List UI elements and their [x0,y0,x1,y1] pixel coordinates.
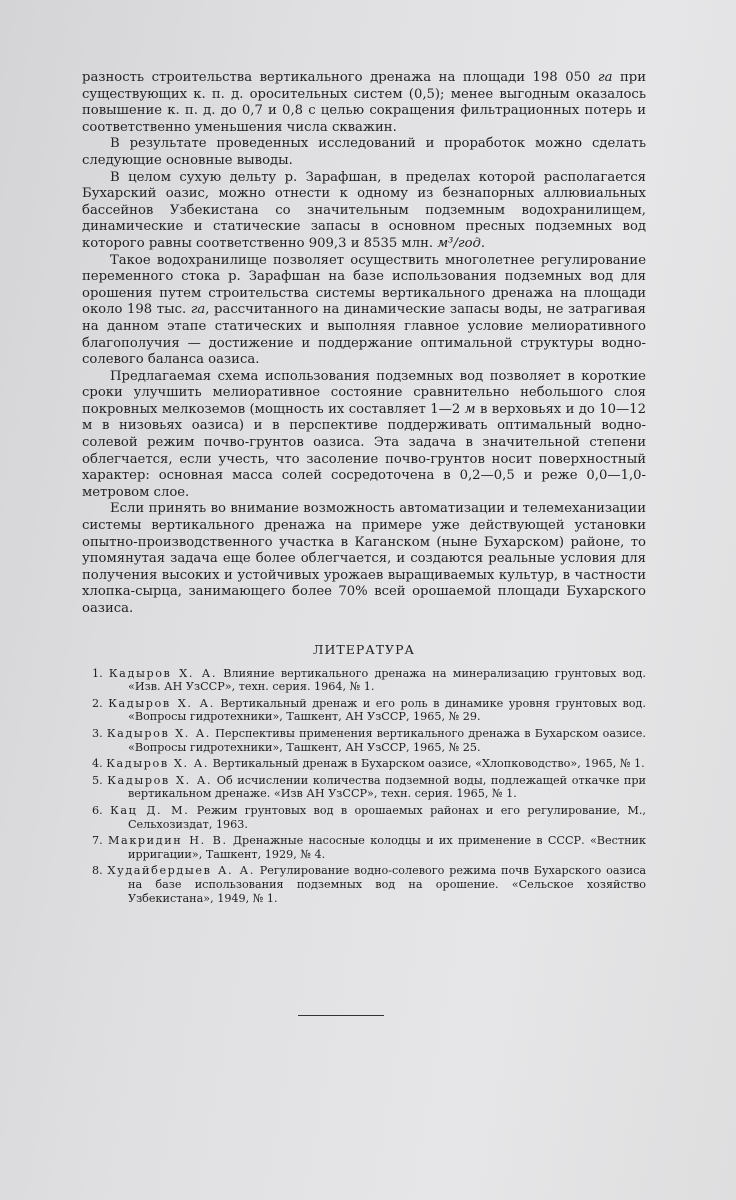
reference-item: 5. Кадыров Х. А. Об исчислении количества подземной воды, подлежащей откачке при вертикальном дренаже. «Изв АН УзССР», техн. серия. 1965, № 1. [92,773,647,801]
reference-item: 8. Худайбердыев А. А. Регулирование водно-солевого режима почв Бухарского оазиса на базе использования подземных вод на орошение. «Сельское хозяйство Узбекистана», 1949, № 1. [92,864,646,905]
unit-ga: га [597,70,613,85]
reference-author: Кадыров Х. А. [106,726,211,740]
reference-author: Кадыров Х. А. [106,757,210,771]
reference-item: 6. Кац Д. М. Режим грунтовых вод в орошаемых районах и его регулирование, М., Сельхозиздат, 1963. [92,803,646,831]
references-heading: ЛИТЕРАТУРА [313,641,415,657]
paragraph: разность строительства вертикального дренажа на площади 198 050 га при существующих к. п. д. оросительных систем (0,5); менее выгодным оказалось повышение к. п. д. до 0,7 и 0,8 с целью сокращения фильтрационных потерь и соответственно уменьшения числа скважин. [82,70,646,135]
unit-ga: га [190,302,206,318]
reference-item: 7. Макридин Н. В. Дренажные насосные колодцы и их применение в СССР. «Вестник ирригации», Ташкент, 1929, № 4. [92,834,646,861]
reference-item: 4. Кадыров Х. А. Вертикальный дренаж в Бухарском оазисе, «Хлопководство», 1965, № 1. [92,757,645,771]
reference-item: 1. Кадыров Х. А. Влияние вертикального дренажа на минерализацию грунтовых вод. «Изв. АН УзССР», техн. серия. 1964, № 1. [92,666,646,694]
unit-m: м [464,401,476,417]
paragraph: Предлагаемая схема использования подземных вод позволяет в короткие сроки улучшить мелиоративное состояние сравнительно небольшого слоя покровных мелкоземов (мощность их составляет 1—2 м в верховьях и до 10—12 м в низовьях оазиса) и в перспективе поддерживать оптимальный водно-солевой режим почво-грунтов оазиса. Эта задача в значительной степени облегчается, если учесть, что засоление почво-грунтов носит поверхностный характер: основная масса солей сосредоточена в 0,2—0,5 и реже 0,0—1,0-метровом слое. [82,368,646,500]
paragraph: В результате проведенных исследований и проработок можно сделать следующие основные выводы. [82,136,646,168]
reference-author: Кадыров Х. А. [107,773,213,787]
reference-author: Кадыров Х. А. [108,666,218,680]
end-divider [298,1015,384,1016]
paragraph: В целом сухую дельту р. Зарафшан, в пределах которой располагается Бухарский оазис, можно отнести к одному из безнапорных аллювиальных бассейнов Узбекистана со значительным подземным водохранилищем, динамические и статические запасы в основном пресных подземных вод которого равны соответственно 909,3 и 8535 млн. м³/год. [82,169,646,251]
reference-author: Худайбердыев А. А. [107,864,255,878]
paragraph: Если принять во внимание возможность автоматизации и телемеханизации системы вертикального дренажа на примере уже действующей установки опытно-производственного участка в Каганском (ныне Бухарском) районе, то упомянутая задача еще более облегчается, и создаются реальные условия для получения высоких и устойчивых урожаев выращиваемых культур, в частности хлопка-сырца, занимающего более 70% всей орошаемой площади Бухарского оазиса. [82,501,646,616]
references-list [82,667,646,906]
paragraph: Такое водохранилище позволяет осуществить многолетнее регулирование переменного стока р. Зарафшан на базе использования подземных вод для орошения путем строительства системы вертикального дренажа на площади около 198 тыс. га, рассчитанного на динамические запасы воды, не затрагивая на данном этапе статических и выполняя главное условие мелиоративного благополучия — достижение и поддержание оптимальной структуры водно-солевого баланса оазиса. [82,252,647,368]
reference-author: Макридин Н. В. [108,834,228,848]
body-text [82,70,646,618]
unit-m3-year: м³/год. [437,235,486,251]
reference-item: 3. Кадыров Х. А. Перспективы применения вертикального дренажа в Бухарском оазисе. «Вопросы гидротехники», Ташкент, АН УзССР, 1965, № 25. [92,726,646,754]
reference-author: Кац Д. М. [110,803,190,817]
reference-item: 2. Кадыров Х. А. Вертикальный дренаж и его роль в динамике уровня грунтовых вод. «Вопросы гидротехники», Ташкент, АН УзССР, 1965, № 29. [92,696,646,724]
reference-author: Кадыров Х. А. [108,696,215,710]
